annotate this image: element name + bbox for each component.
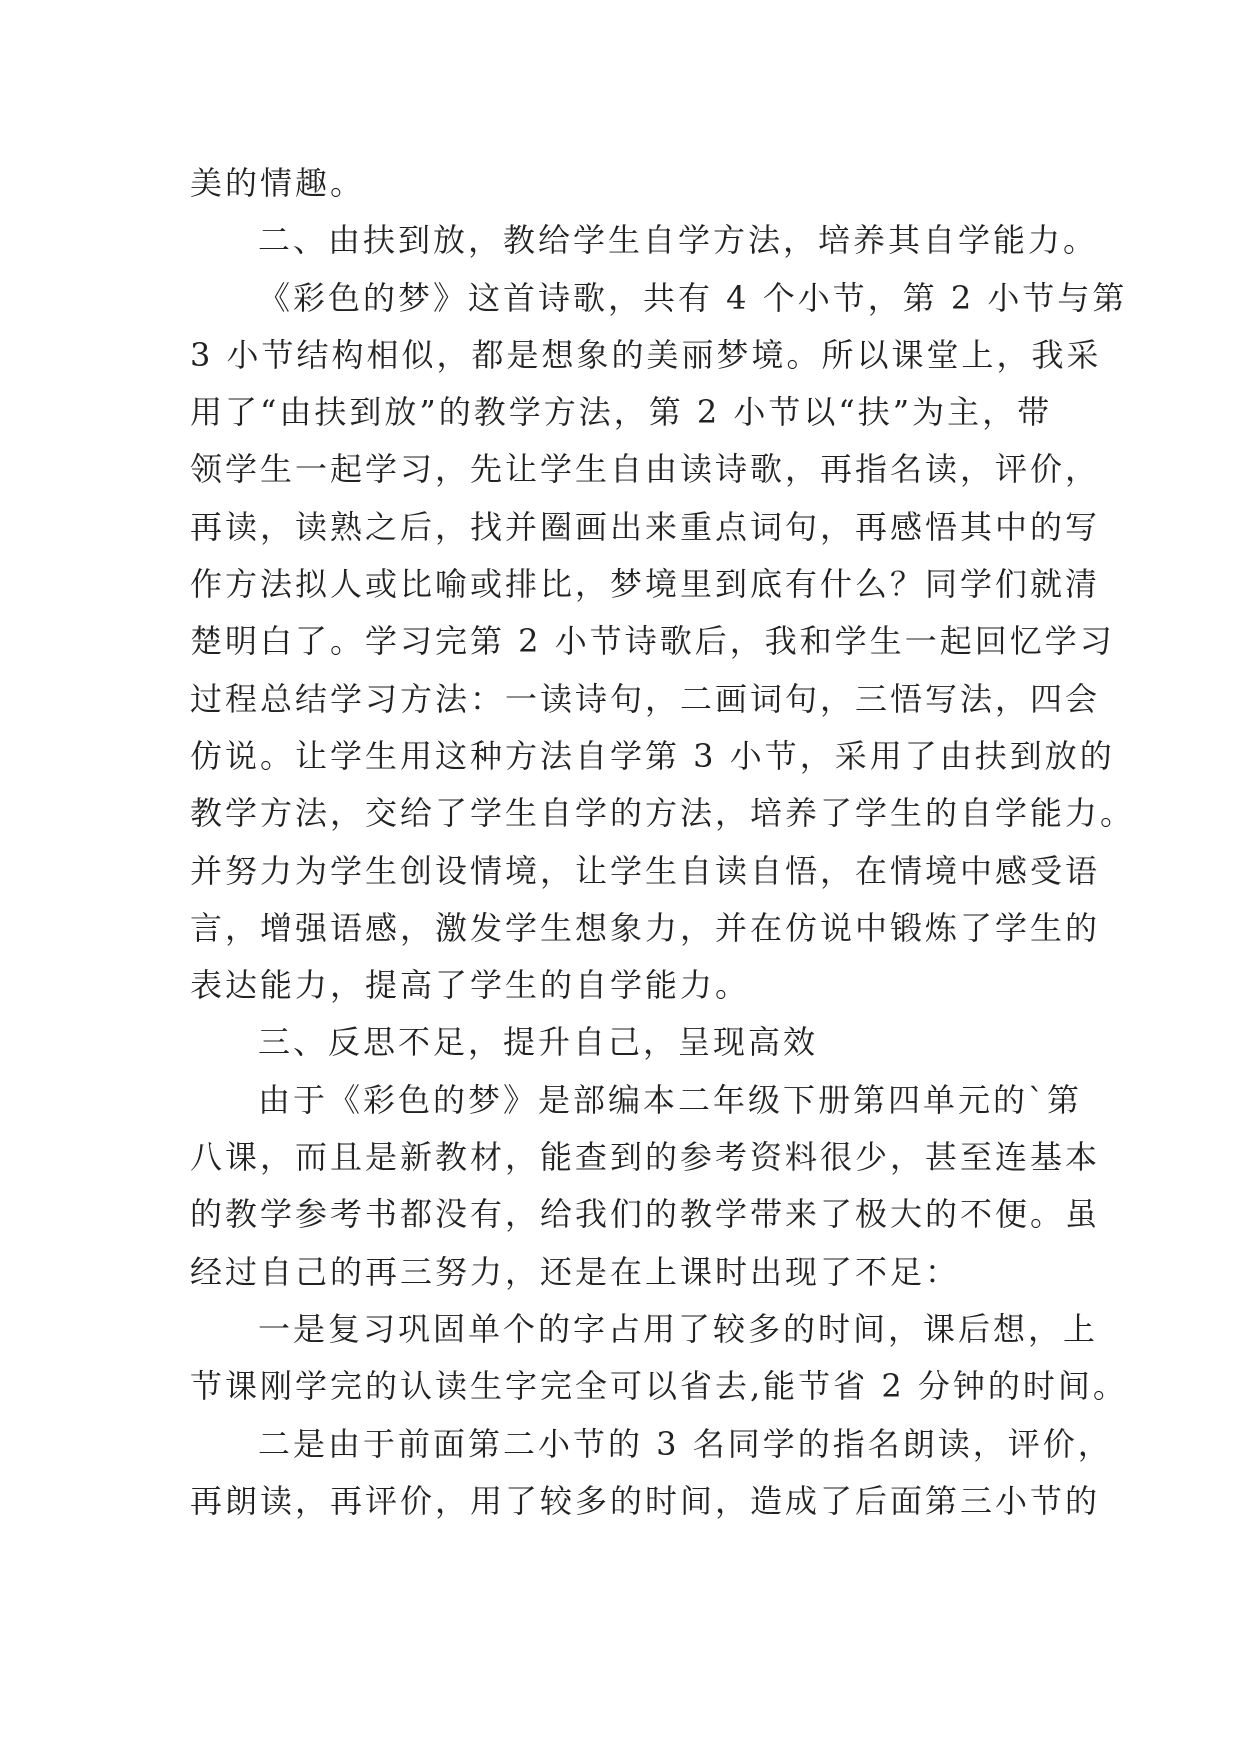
text-line: 3 小节结构相似，都是想象的美丽梦境。所以课堂上，我采 [190,335,1102,374]
text-line: 经过自己的再三努力，还是在上课时出现了不足： [190,1252,961,1291]
paragraph-start: 《彩色的梦》这首诗歌，共有 4 个小节，第 2 小节与第 [258,278,1128,317]
paragraph-start: 由于《彩色的梦》是部编本二年级下册第四单元的`第 [258,1080,1083,1119]
paragraph-start: 一是复习巩固单个的字占用了较多的时间，课后想，上 [258,1309,1099,1348]
text-line: 教学方法，交给了学生自学的方法，培养了学生的自学能力。 [190,794,1136,833]
text-line: 节课刚学完的认读生字完全可以省去,能节省 2 分钟的时间。 [190,1367,1128,1406]
text-line: 再读，读熟之后，找并圈画出来重点词句，再感悟其中的写 [190,507,1101,546]
text-line: 过程总结学习方法：一读诗句，二画词句，三悟写法，四会 [190,679,1101,718]
text-line: 言，增强语感，激发学生想象力，并在仿说中锻炼了学生的 [190,908,1101,947]
text-line: 再朗读，再评价，用了较多的时间，造成了后面第三小节的 [190,1481,1101,1520]
text-line: 的教学参考书都没有，给我们的教学带来了极大的不便。虽 [190,1195,1101,1234]
text-line: 用了“由扶到放”的教学方法，第 2 小节以“扶”为主，带 [190,393,1053,432]
text-line: 并努力为学生创设情境，让学生自读自悟，在情境中感受语 [190,851,1101,890]
text-line: 仿说。让学生用这种方法自学第 3 小节，采用了由扶到放的 [190,736,1115,775]
text-line: 领学生一起学习，先让学生自由读诗歌，再指名读，评价， [190,450,1101,489]
section-heading: 二、由扶到放，教给学生自学方法，培养其自学能力。 [258,221,1099,260]
text-line: 八课，而且是新教材，能查到的参考资料很少，甚至连基本 [190,1138,1101,1177]
text-line: 美的情趣。 [190,164,366,202]
text-line: 楚明白了。学习完第 2 小节诗歌后，我和学生一起回忆学习 [190,622,1115,661]
text-line: 表达能力，提高了学生的自学能力。 [190,966,751,1005]
section-heading: 三、反思不足，提升自己，呈现高效 [258,1023,819,1062]
paragraph-start: 二是由于前面第二小节的 3 名同学的指名朗读，评价， [258,1424,1113,1463]
document-body [190,155,1136,1530]
text-line: 作方法拟人或比喻或排比，梦境里到底有什么？同学们就清 [190,565,1101,604]
